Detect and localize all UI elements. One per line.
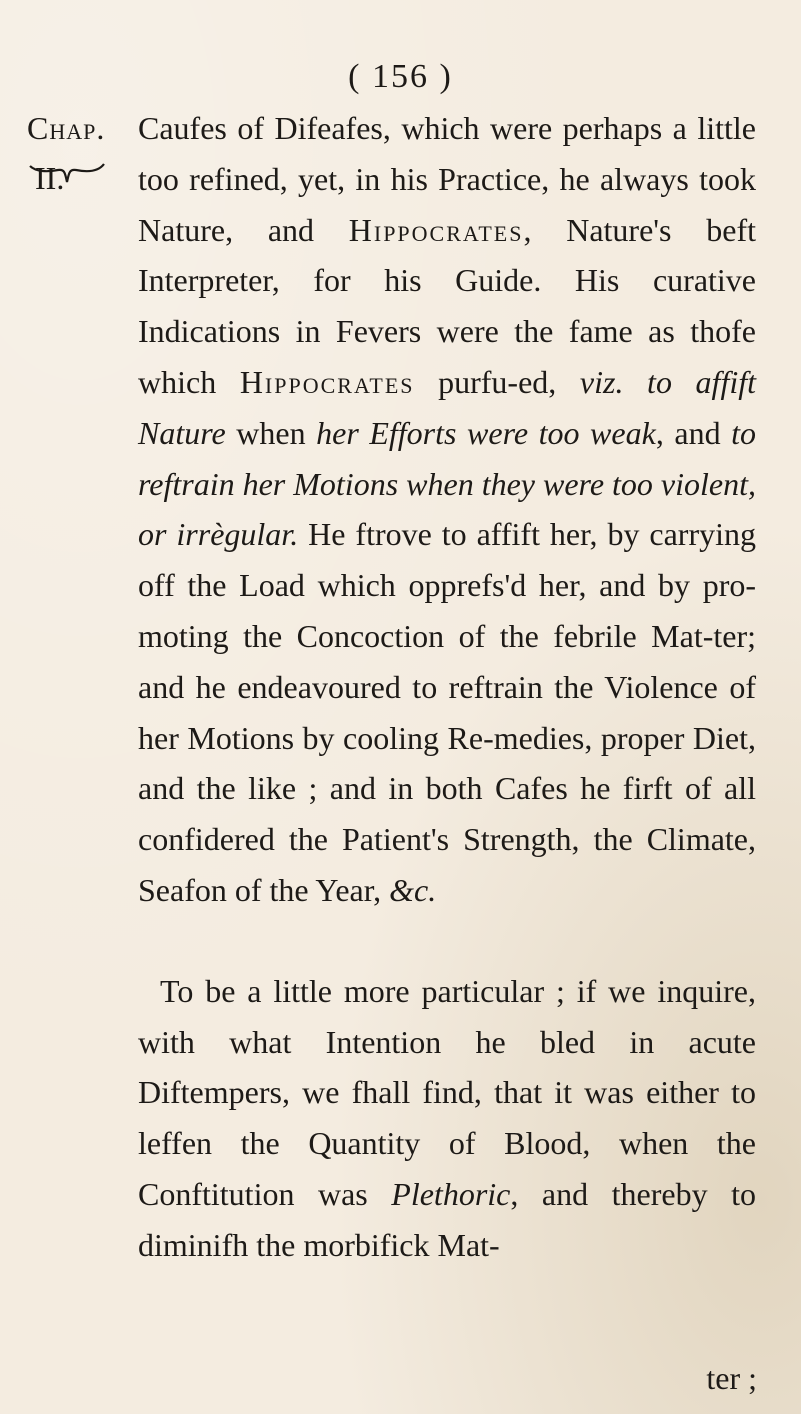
text-run: purfu-ed, [414, 363, 580, 400]
italic-run: &c. [389, 871, 437, 908]
chapter-label: Chap. [27, 110, 106, 146]
text-run: , and [655, 414, 732, 451]
text-run: , and thereby to diminifh the morbifick Mat- [138, 1175, 756, 1263]
italic-run: her Efforts were too weak [316, 414, 656, 451]
name-hippocrates: Hippocrates [239, 363, 415, 400]
paragraph-1 [138, 103, 756, 916]
name-hippocrates: Hippocrates [348, 211, 524, 248]
chapter-margin-note [27, 103, 105, 203]
body-text [138, 103, 756, 1271]
italic-run: viz. to affift Nature [138, 363, 757, 451]
page-number: ( 156 ) [348, 58, 453, 95]
chapter-number: II. [35, 160, 65, 196]
italic-run: Plethoric [391, 1175, 511, 1212]
catchword: ter ; [706, 1360, 757, 1396]
text-run: , Nature's beft Interpreter, for his Guide. His curative Indications in Fevers were the fame as thofe which [138, 211, 756, 400]
brace-icon [28, 158, 106, 186]
text-run: To be a little more particular ; if we inquire, with what Intention he bled in acute Diftempers, we fhall find, that it was either to leffen the Quantity of Blood, when the Conftitution was [138, 972, 756, 1212]
text-run: when [225, 414, 317, 451]
text-run: He ftrove to affift her, by carrying off the Load which opprefs'd her, and by pro-moting the Concoction of the febrile Mat-ter; and he endeavoured to reftrain the Violence of her Motions by cooling Re-medies, proper Diet, and the like ; and in both Cafes he firft of all confidered the Patient's Strength, the Climate, Seafon of the Year, [138, 516, 757, 908]
italic-run: to reftrain her Motions when they were too violent, or irrègular. [138, 414, 757, 553]
paragraph-2 [138, 966, 756, 1271]
text-run: Caufes of Difeafes, which were perhaps a little too refined, yet, in his Practice, he always took Nature, and [138, 110, 756, 248]
